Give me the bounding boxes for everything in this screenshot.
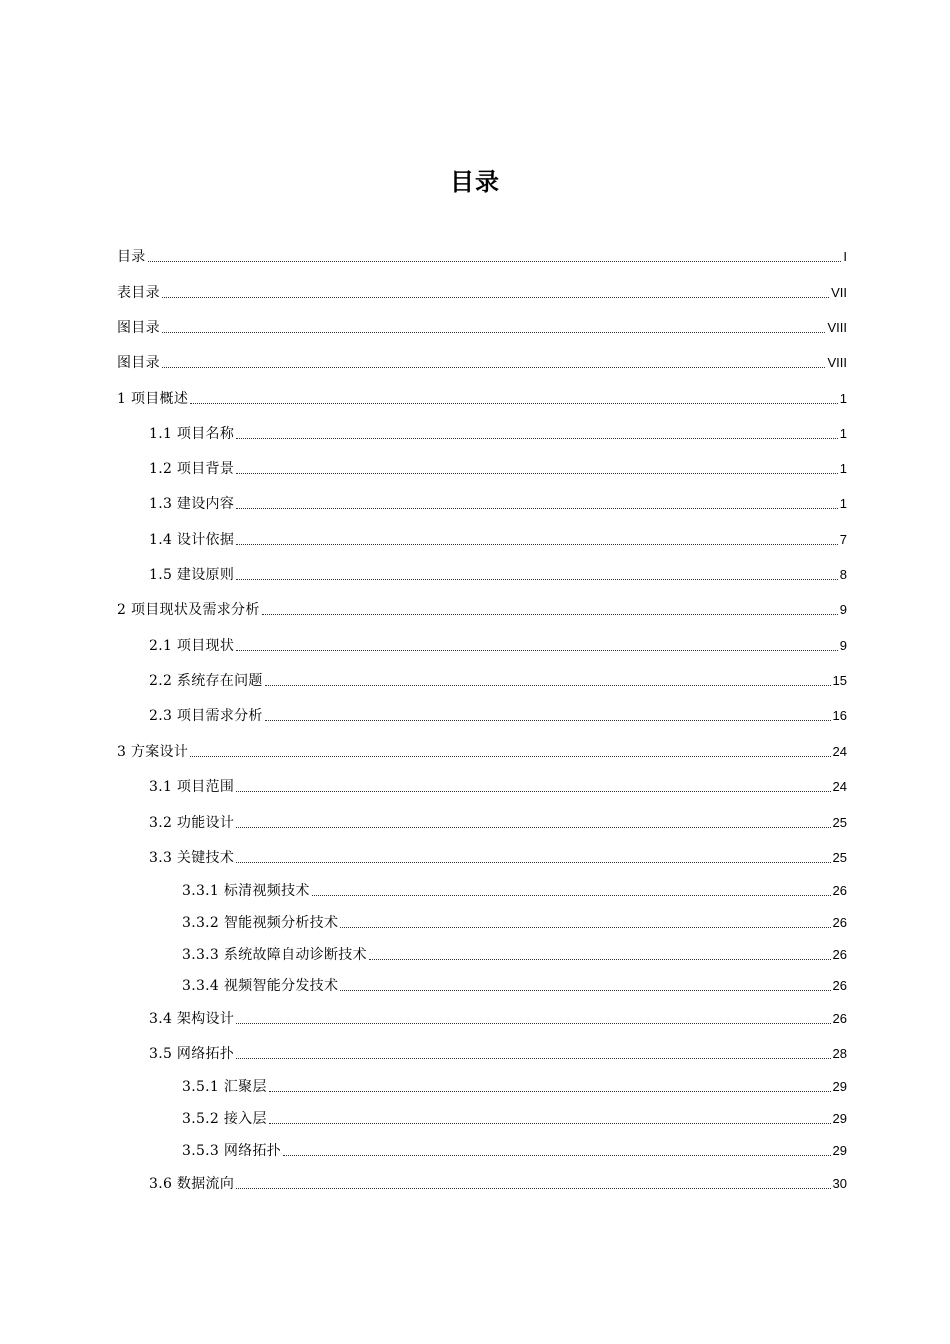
toc-entry-label: 3.4 架构设计 [149, 1011, 235, 1027]
toc-dot-leader [236, 1022, 830, 1024]
toc-entry-label: 1 项目概述 [117, 391, 189, 407]
toc-page-number: 25 [832, 815, 847, 830]
toc-entry-label: 图目录 [117, 355, 160, 371]
toc-page-number: 1 [839, 426, 847, 441]
toc-page-number: 26 [832, 1011, 847, 1026]
toc-page-number: 1 [839, 391, 847, 406]
toc-dot-leader [190, 402, 838, 404]
toc-entry[interactable] [182, 910, 847, 932]
toc-dot-leader [236, 1057, 830, 1059]
toc-page-number: VIII [827, 320, 847, 335]
toc-dot-leader [236, 472, 838, 474]
toc-dot-leader [162, 331, 826, 333]
toc-entry[interactable] [149, 668, 847, 690]
toc-entry[interactable] [149, 703, 847, 725]
toc-page-number: 9 [839, 638, 847, 653]
toc-entry[interactable] [182, 942, 847, 964]
page-title: 目录 [450, 168, 500, 196]
toc-entry-label: 3.6 数据流向 [149, 1176, 235, 1192]
toc-entry[interactable] [149, 562, 847, 584]
toc-entry-label: 表目录 [117, 285, 160, 301]
toc-dot-leader [236, 1187, 830, 1189]
toc-entry-label: 3.5 网络拓扑 [149, 1046, 235, 1062]
toc-page-number: 24 [832, 744, 847, 759]
toc-entry[interactable] [117, 315, 847, 337]
toc-entry-label: 2.1 项目现状 [149, 638, 235, 654]
toc-entry[interactable] [149, 1006, 847, 1028]
toc-entry[interactable] [182, 973, 847, 995]
toc-entry[interactable] [149, 421, 847, 443]
toc-entry[interactable] [117, 280, 847, 302]
toc-page-number: 25 [832, 850, 847, 865]
toc-page-number: 8 [839, 567, 847, 582]
toc-entry-label: 2 项目现状及需求分析 [117, 602, 260, 618]
toc-entry[interactable] [149, 810, 847, 832]
toc-dot-leader [236, 790, 830, 792]
toc-dot-leader [369, 958, 831, 960]
toc-page-number: 29 [832, 1079, 847, 1094]
toc-entry[interactable] [117, 597, 847, 619]
toc-entry-label: 3.3.2 智能视频分析技术 [182, 915, 339, 931]
toc-page-number: VII [831, 285, 847, 300]
toc-dot-leader [265, 684, 831, 686]
toc-dot-leader [283, 1154, 830, 1156]
toc-page-number: 1 [839, 496, 847, 511]
toc-entry[interactable] [117, 386, 847, 408]
toc-entry[interactable] [149, 845, 847, 867]
toc-dot-leader [236, 507, 838, 509]
toc-page-number: 16 [832, 708, 847, 723]
toc-entry-label: 3.5.3 网络拓扑 [182, 1143, 282, 1159]
toc-entry-label: 3.5.1 汇聚层 [182, 1079, 267, 1095]
toc-page-number: 29 [832, 1143, 847, 1158]
toc-entry-label: 2.3 项目需求分析 [149, 708, 263, 724]
toc-entry[interactable] [149, 633, 847, 655]
toc-entry-label: 3.5.2 接入层 [182, 1111, 267, 1127]
toc-entry-label: 1.2 项目背景 [149, 461, 235, 477]
toc-page-number: 24 [832, 779, 847, 794]
toc-dot-leader [190, 755, 830, 757]
toc-page-number: 26 [832, 915, 847, 930]
toc-dot-leader [262, 613, 838, 615]
toc-dot-leader [265, 719, 831, 721]
toc-entry[interactable] [149, 491, 847, 513]
toc-entry[interactable] [182, 1074, 847, 1096]
toc-entry-label: 3.3.3 系统故障自动诊断技术 [182, 947, 367, 963]
toc-entry-label: 1.1 项目名称 [149, 426, 235, 442]
toc-page-number: 26 [832, 947, 847, 962]
toc-entry-label: 3.3.4 视频智能分发技术 [182, 978, 339, 994]
toc-entry-label: 图目录 [117, 320, 160, 336]
toc-entry-label: 1.5 建设原则 [149, 567, 235, 583]
toc-entry[interactable] [117, 739, 847, 761]
toc-page-number: 26 [832, 883, 847, 898]
toc-page-number: 28 [832, 1046, 847, 1061]
toc-dot-leader [340, 989, 830, 991]
toc-page-number: 30 [832, 1176, 847, 1191]
toc-entry[interactable] [117, 244, 847, 266]
toc-dot-leader [236, 437, 838, 439]
toc-dot-leader [236, 578, 838, 580]
toc-dot-leader [269, 1122, 831, 1124]
toc-page-number: 26 [832, 978, 847, 993]
toc-entry[interactable] [182, 1106, 847, 1128]
toc-page-number: VIII [827, 355, 847, 370]
toc-entry[interactable] [149, 774, 847, 796]
toc-entry[interactable] [149, 1171, 847, 1193]
toc-entry[interactable] [182, 1138, 847, 1160]
toc-dot-leader [236, 826, 830, 828]
toc-entry-label: 3.3.1 标清视频技术 [182, 883, 310, 899]
toc-page-number: I [843, 249, 847, 264]
toc-dot-leader [269, 1090, 831, 1092]
toc-page-number: 9 [839, 602, 847, 617]
toc-page-number: 29 [832, 1111, 847, 1126]
toc-dot-leader [312, 894, 831, 896]
toc-dot-leader [162, 296, 829, 298]
toc-dot-leader [340, 926, 830, 928]
toc-entry-label: 3.2 功能设计 [149, 815, 235, 831]
toc-page-number: 7 [839, 532, 847, 547]
toc-entry[interactable] [182, 878, 847, 900]
toc-entry-label: 目录 [117, 249, 146, 265]
toc-entry[interactable] [149, 1041, 847, 1063]
toc-entry-label: 3 方案设计 [117, 744, 189, 760]
toc-entry-label: 1.4 设计依据 [149, 532, 235, 548]
toc-entry-label: 3.1 项目范围 [149, 779, 235, 795]
toc-entry[interactable] [149, 456, 847, 478]
toc-entry-label: 3.3 关键技术 [149, 850, 235, 866]
toc-page-number: 15 [832, 673, 847, 688]
toc-page-number: 1 [839, 461, 847, 476]
toc-dot-leader [236, 543, 838, 545]
toc-entry[interactable] [149, 527, 847, 549]
toc-dot-leader [236, 649, 838, 651]
toc-entry-label: 2.2 系统存在问题 [149, 673, 263, 689]
toc-entry-label: 1.3 建设内容 [149, 496, 235, 512]
toc-entry[interactable] [117, 350, 847, 372]
toc-dot-leader [162, 366, 826, 368]
toc-dot-leader [148, 260, 842, 262]
toc-dot-leader [236, 861, 830, 863]
